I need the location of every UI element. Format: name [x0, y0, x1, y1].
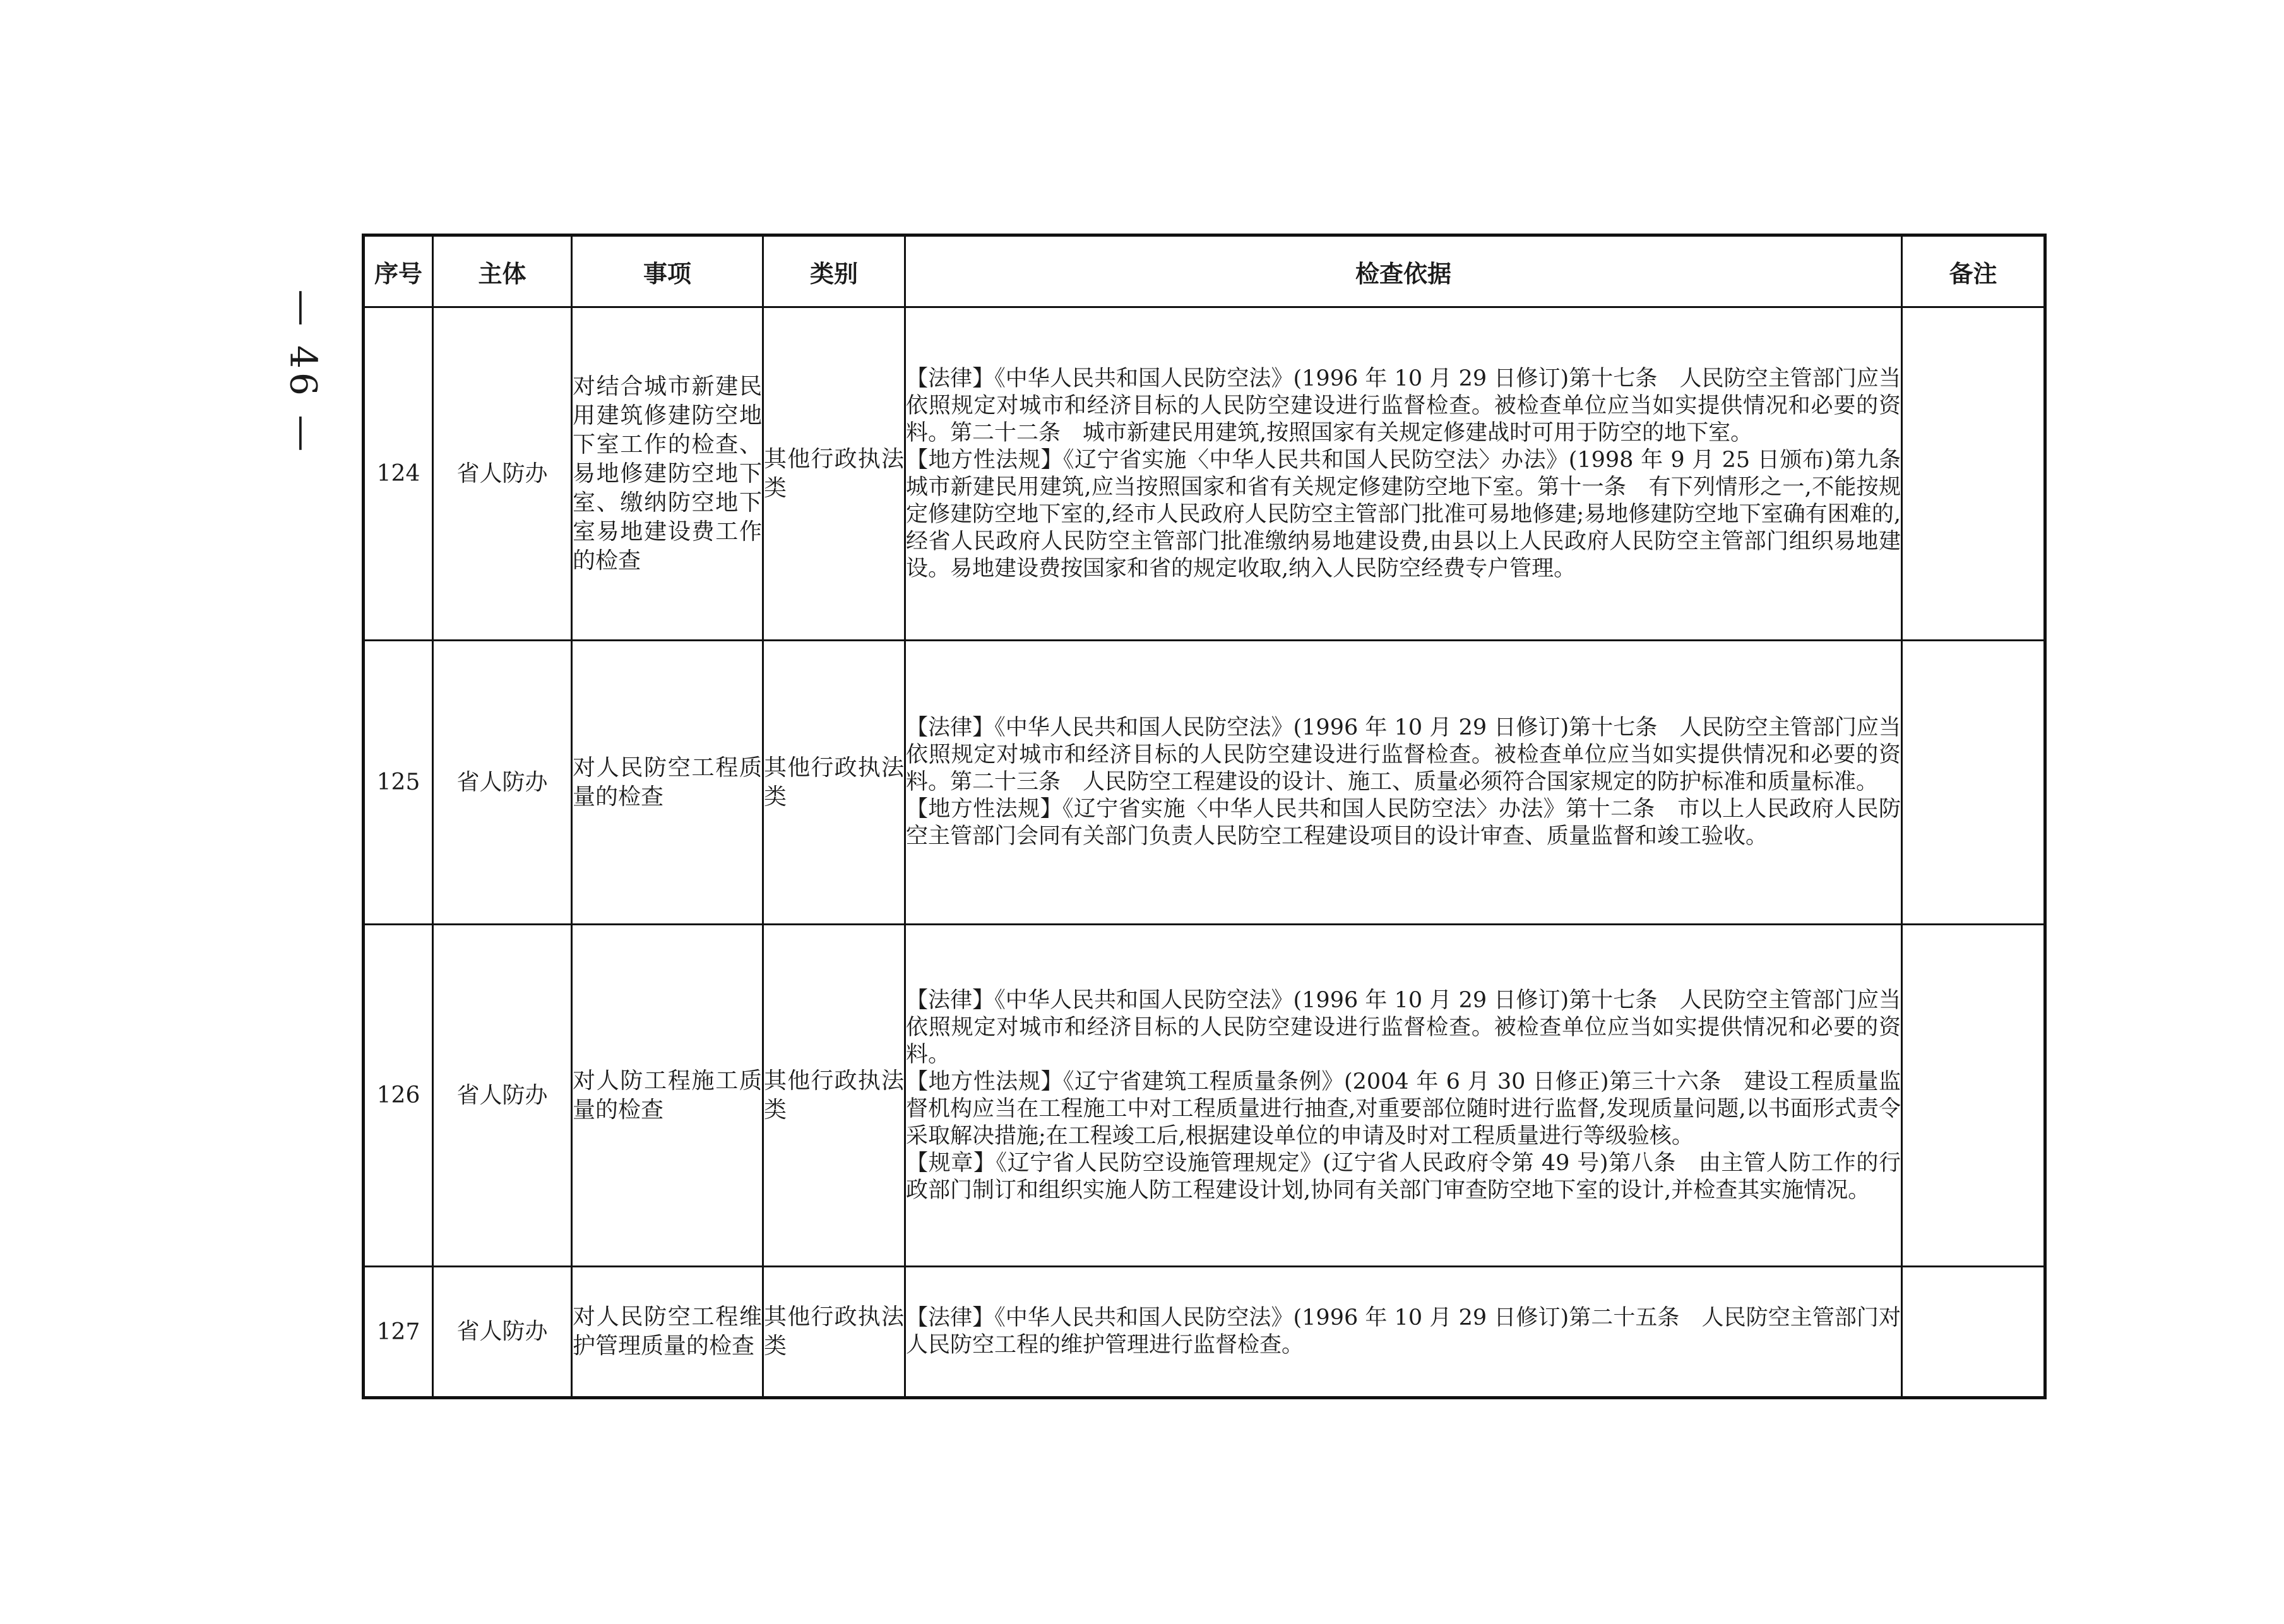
header-basis: 检查依据	[905, 235, 1902, 307]
table-row	[364, 641, 2045, 925]
row-basis	[905, 1267, 1902, 1398]
row-number: 125	[364, 641, 433, 925]
basis-paragraph: 【地方性法规】《辽宁省实施〈中华人民共和国人民防空法〉办法》(1998 年 9 月 25 日颁布)第九条 城市新建民用建筑,应当按照国家和省有关规定修建防空地下室。第十一条 有下列情形之一,不能按规定修建防空地下室的,经市人民政府人民防空主管部门批准可易地修建;易地修建防空地下室确有困难的,经省人民政府人民防空主管部门批准缴纳易地建设费,由县以上人民政府人民防空主管部门组织易地建设。易地建设费按国家和省的规定收取,纳入人民防空经费专户管理。	[906, 447, 1924, 581]
row-item-text: 对人防工程施工质量的检查	[573, 1067, 762, 1123]
basis-paragraph: 【法律】《中华人民共和国人民防空法》(1996 年 10 月 29 日修订)第二十五条 人民防空主管部门对人民防空工程的维护管理进行监督检查。	[906, 1305, 1901, 1358]
row-category-text: 其他行政执法类	[764, 754, 904, 810]
basis-paragraph: 【规章】《辽宁省人民防空设施管理规定》(辽宁省人民政府令第 49 号)第八条 由主管人防工作的行政部门制订和组织实施人防工程建设计划,协同有关部门审查防空地下室的设计,并检查其实施情况。	[906, 1150, 1901, 1203]
row-item	[572, 925, 763, 1267]
row-item-text: 对人民防空工程质量的检查	[573, 754, 762, 810]
row-basis	[905, 307, 1924, 641]
row-category-text: 其他行政执法类	[764, 1304, 904, 1359]
row-item	[572, 1267, 763, 1398]
row-category-text: 其他行政执法类	[764, 1067, 904, 1123]
row-subject-text: 省人防办	[456, 460, 548, 487]
basis-paragraph: 【地方性法规】《辽宁省实施〈中华人民共和国人民防空法〉办法》第十二条 市以上人民政府人民防空主管部门会同有关部门负责人民防空工程建设项目的设计审查、质量监督和竣工验收。	[906, 797, 1901, 849]
table-row	[364, 925, 2045, 1267]
page-number	[265, 278, 341, 467]
header-item: 事项	[572, 235, 763, 307]
row-basis	[905, 641, 1902, 925]
table-header-row	[364, 235, 2045, 307]
row-subject	[433, 1267, 572, 1398]
basis-paragraph: 【法律】《中华人民共和国人民防空法》(1996 年 10 月 29 日修订)第十七条 人民防空主管部门应当依照规定对城市和经济目标的人民防空建设进行监督检查。被检查单位应当如实提供情况和必要的资料。	[906, 987, 1901, 1067]
row-item-text: 对人民防空工程维护管理质量的检查	[573, 1304, 762, 1359]
row-remark	[1902, 1267, 2045, 1398]
row-number: 127	[364, 1267, 433, 1398]
inspection-table	[362, 234, 2047, 1399]
header-no: 序号	[364, 235, 433, 307]
row-number: 126	[364, 925, 433, 1267]
row-subject-text: 省人防办	[456, 769, 548, 795]
row-item	[572, 641, 763, 925]
row-subject	[433, 925, 572, 1267]
row-category-text: 其他行政执法类	[764, 446, 904, 501]
row-remark	[1902, 641, 2045, 925]
row-remark	[1902, 307, 2045, 641]
row-category	[763, 641, 905, 925]
row-subject	[433, 307, 572, 641]
row-item-text: 对结合城市新建民用建筑修建防空地下室工作的检查、易地修建防空地下室、缴纳防空地下室易地建设费工作的检查	[573, 373, 762, 574]
row-category	[763, 307, 905, 641]
row-category	[763, 925, 905, 1267]
row-remark	[1902, 925, 2045, 1267]
row-subject	[433, 641, 572, 925]
basis-paragraph: 【地方性法规】《辽宁省建筑工程质量条例》(2004 年 6 月 30 日修正)第三十六条 建设工程质量监督机构应当在工程施工中对工程质量进行抽查,对重要部位随时进行监督,发现质量问题,以书面形式责令采取解决措施;在工程竣工后,根据建设单位的申请及时对工程质量进行等级验核。	[906, 1069, 1901, 1149]
row-subject-text: 省人防办	[456, 1319, 548, 1344]
page-number-text: — 46 —	[282, 289, 324, 456]
header-remark: 备注	[1902, 235, 2045, 307]
header-category: 类别	[763, 235, 905, 307]
basis-paragraph: 【法律】《中华人民共和国人民防空法》(1996 年 10 月 29 日修订)第十七条 人民防空主管部门应当依照规定对城市和经济目标的人民防空建设进行监督检查。被检查单位应当如实提供情况和必要的资料。第二十三条 人民防空工程建设的设计、施工、质量必须符合国家规定的防护标准和质量标准。	[906, 715, 1901, 795]
row-number: 124	[364, 307, 433, 641]
table-row	[364, 1267, 2045, 1398]
row-item	[572, 307, 763, 641]
row-basis	[905, 925, 1902, 1267]
header-subject: 主体	[433, 235, 572, 307]
basis-paragraph: 【法律】《中华人民共和国人民防空法》(1996 年 10 月 29 日修订)第十七条 人民防空主管部门应当依照规定对城市和经济目标的人民防空建设进行监督检查。被检查单位应当如实提供情况和必要的资料。第二十二条 城市新建民用建筑,按照国家有关规定修建战时可用于防空的地下室。	[906, 365, 1901, 446]
row-subject-text: 省人防办	[456, 1082, 548, 1108]
row-category	[763, 1267, 905, 1398]
table-row	[364, 307, 2045, 641]
